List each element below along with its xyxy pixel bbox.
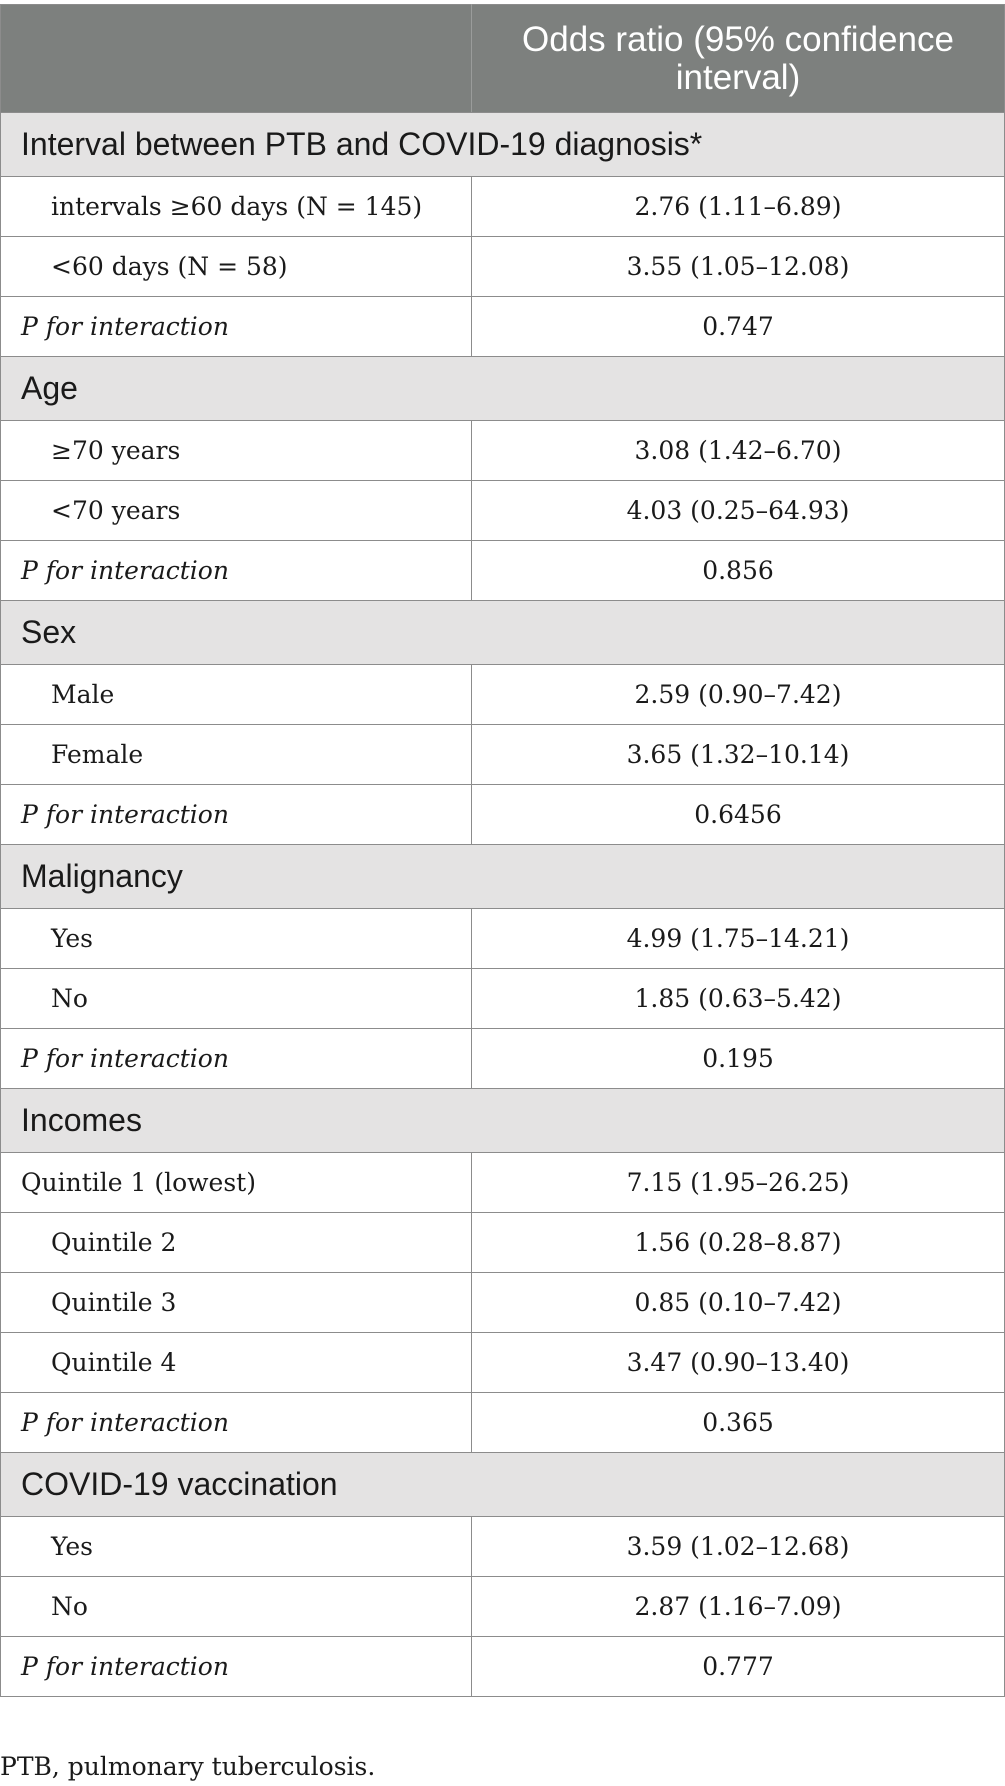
interaction-label: P for interaction	[1, 1393, 472, 1453]
interaction-p-value: 0.6456	[472, 785, 1005, 845]
subgroup-label: Quintile 3	[1, 1273, 472, 1333]
interaction-label: P for interaction	[1, 541, 472, 601]
interaction-label: P for interaction	[1, 1029, 472, 1089]
section-title: Incomes	[1, 1089, 1005, 1153]
interaction-p-value: 0.747	[472, 297, 1005, 357]
table-row	[1, 1517, 1005, 1577]
subgroup-label: Male	[1, 665, 472, 725]
section-title: Age	[1, 357, 1005, 421]
odds-ratio-value: 1.56 (0.28–8.87)	[472, 1213, 1005, 1273]
table-row	[1, 1333, 1005, 1393]
odds-ratio-value: 0.85 (0.10–7.42)	[472, 1273, 1005, 1333]
table-row	[1, 1029, 1005, 1089]
section-header-row	[1, 113, 1005, 177]
table-row	[1, 541, 1005, 601]
section-header-row	[1, 845, 1005, 909]
odds-ratio-value: 3.65 (1.32–10.14)	[472, 725, 1005, 785]
section-title: Sex	[1, 601, 1005, 665]
odds-ratio-value: 3.47 (0.90–13.40)	[472, 1333, 1005, 1393]
interaction-p-value: 0.365	[472, 1393, 1005, 1453]
section-header-row	[1, 1089, 1005, 1153]
subgroup-label: Quintile 2	[1, 1213, 472, 1273]
odds-ratio-value: 7.15 (1.95–26.25)	[472, 1153, 1005, 1213]
odds-ratio-value: 2.76 (1.11–6.89)	[472, 177, 1005, 237]
interaction-p-value: 0.195	[472, 1029, 1005, 1089]
table-row	[1, 1273, 1005, 1333]
subgroup-label: Yes	[1, 1517, 472, 1577]
table-row	[1, 237, 1005, 297]
section-title: COVID-19 vaccination	[1, 1453, 1005, 1517]
subgroup-label: ≥70 years	[1, 421, 472, 481]
table-body	[1, 5, 1005, 1697]
table-row	[1, 1393, 1005, 1453]
odds-ratio-value: 1.85 (0.63–5.42)	[472, 969, 1005, 1029]
footnote: PTB, pulmonary tuberculosis.	[0, 1752, 376, 1781]
table-row	[1, 1577, 1005, 1637]
subgroup-label: intervals ≥60 days (N = 145)	[1, 177, 472, 237]
table-row	[1, 297, 1005, 357]
interaction-label: P for interaction	[1, 785, 472, 845]
interaction-label: P for interaction	[1, 1637, 472, 1697]
table-row	[1, 1637, 1005, 1697]
header-cell-blank	[1, 5, 472, 113]
odds-ratio-value: 2.87 (1.16–7.09)	[472, 1577, 1005, 1637]
header-row	[1, 5, 1005, 113]
table-row	[1, 785, 1005, 845]
subgroup-label: No	[1, 1577, 472, 1637]
odds-ratio-value: 3.59 (1.02–12.68)	[472, 1517, 1005, 1577]
table-row	[1, 421, 1005, 481]
header-odds-ratio: Odds ratio (95% confidence interval)	[472, 5, 1005, 113]
table-row	[1, 725, 1005, 785]
table-row	[1, 665, 1005, 725]
table-row	[1, 1213, 1005, 1273]
odds-ratio-value: 2.59 (0.90–7.42)	[472, 665, 1005, 725]
section-header-row	[1, 601, 1005, 665]
interaction-p-value: 0.856	[472, 541, 1005, 601]
section-header-row	[1, 1453, 1005, 1517]
odds-ratio-value: 4.99 (1.75–14.21)	[472, 909, 1005, 969]
odds-ratio-table	[0, 4, 1005, 1697]
table-row	[1, 1153, 1005, 1213]
table-row	[1, 481, 1005, 541]
subgroup-label: <70 years	[1, 481, 472, 541]
subgroup-label: Female	[1, 725, 472, 785]
section-header-row	[1, 357, 1005, 421]
subgroup-label: Yes	[1, 909, 472, 969]
subgroup-label: Quintile 1 (lowest)	[1, 1153, 472, 1213]
table-row	[1, 969, 1005, 1029]
table-row	[1, 177, 1005, 237]
subgroup-label: Quintile 4	[1, 1333, 472, 1393]
subgroup-label: <60 days (N = 58)	[1, 237, 472, 297]
odds-ratio-value: 4.03 (0.25–64.93)	[472, 481, 1005, 541]
interaction-p-value: 0.777	[472, 1637, 1005, 1697]
subgroup-label: No	[1, 969, 472, 1029]
section-title: Malignancy	[1, 845, 1005, 909]
interaction-label: P for interaction	[1, 297, 472, 357]
table-row	[1, 909, 1005, 969]
odds-ratio-value: 3.08 (1.42–6.70)	[472, 421, 1005, 481]
section-title: Interval between PTB and COVID-19 diagnosis*	[1, 113, 1005, 177]
odds-ratio-value: 3.55 (1.05–12.08)	[472, 237, 1005, 297]
